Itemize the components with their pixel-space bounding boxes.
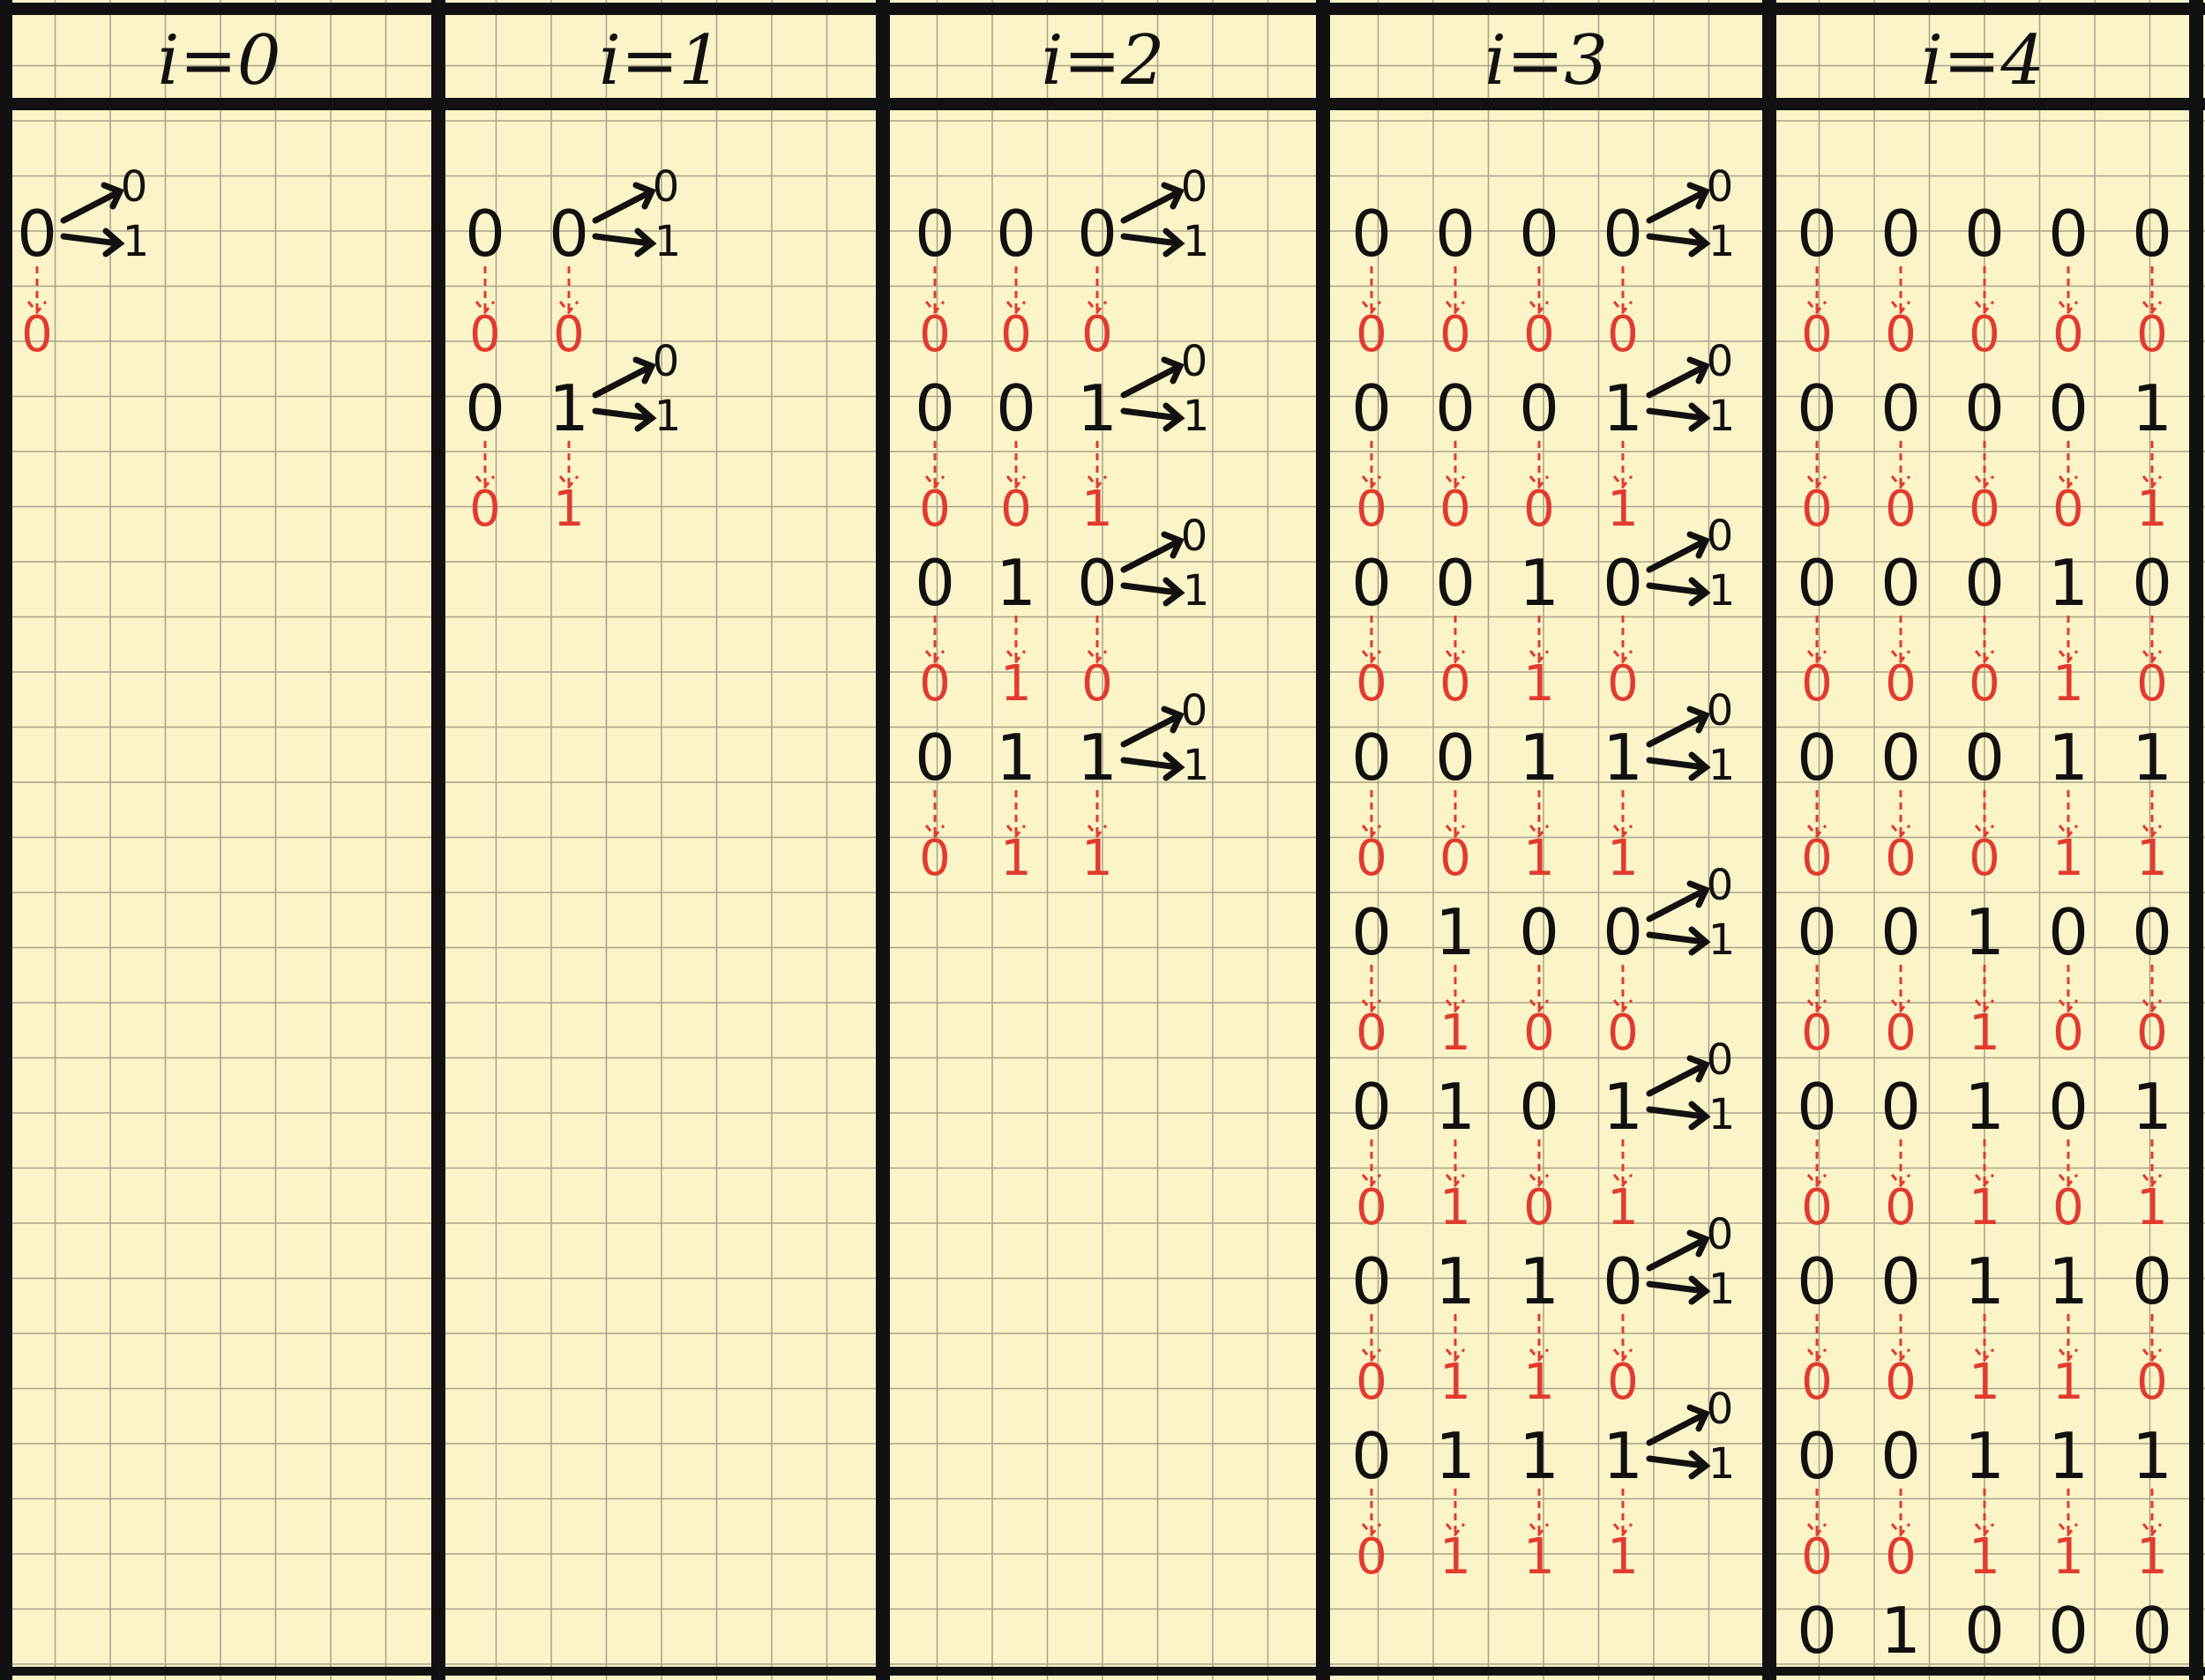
bit-digit: 0	[1797, 895, 1837, 969]
bit-digit: 0	[1797, 1070, 1837, 1144]
red-digit: 0	[1801, 481, 1833, 538]
red-digit: 0	[1356, 1004, 1387, 1062]
red-digit: 1	[1607, 830, 1639, 887]
branch-arrows	[1649, 1035, 1735, 1139]
red-digit: 0	[469, 306, 501, 363]
bit-digit: 1	[1603, 721, 1643, 795]
bit-digit: 0	[1797, 371, 1837, 445]
bit-digit: 0	[465, 197, 505, 271]
red-digit: 0	[1356, 1528, 1387, 1586]
bit-digit: 0	[1880, 546, 1921, 620]
outcome-one: 1	[1708, 1090, 1736, 1139]
red-digit: 1	[2052, 1354, 2084, 1411]
red-digit: 0	[1607, 306, 1639, 363]
red-digit: 0	[919, 306, 951, 363]
outcome-one: 1	[122, 217, 150, 266]
bit-digit: 1	[996, 546, 1036, 620]
red-digit: 0	[1356, 481, 1387, 538]
bit-digit: 0	[2048, 1070, 2089, 1144]
bit-digit: 0	[1964, 197, 2005, 271]
red-digit: 1	[1523, 1354, 1555, 1411]
outcome-zero: 0	[1706, 337, 1734, 386]
bit-digit: 1	[1964, 895, 2005, 969]
outcome-one: 1	[1708, 1439, 1736, 1489]
red-digit: 1	[1607, 481, 1639, 538]
branch-arrows	[1649, 337, 1735, 441]
red-digit: 0	[2052, 481, 2084, 538]
red-digit: 0	[1607, 1354, 1639, 1411]
red-digit: 1	[1523, 655, 1555, 713]
bit-digit: 0	[1603, 895, 1643, 969]
bit-digit: 1	[2048, 1419, 2089, 1493]
bit-digit: 0	[1880, 371, 1921, 445]
red-digit: 1	[1000, 655, 1032, 713]
red-digit: 0	[2052, 1179, 2084, 1236]
red-digit: 0	[21, 306, 53, 363]
red-digit: 0	[1523, 1179, 1555, 1236]
bit-digit: 0	[1797, 1594, 1837, 1668]
sequence-row	[1797, 1244, 2172, 1411]
sequence-row	[465, 162, 681, 363]
red-digit: 0	[1000, 306, 1032, 363]
outcome-one: 1	[1182, 566, 1210, 616]
red-digit: 0	[1885, 1354, 1917, 1411]
bit-digit: 1	[1603, 1070, 1643, 1144]
bit-digit: 1	[1519, 721, 1559, 795]
red-digit: 0	[919, 655, 951, 713]
bit-digit: 0	[1797, 546, 1837, 620]
red-digit: 0	[1801, 655, 1833, 713]
red-digit: 0	[1356, 830, 1387, 887]
red-digit: 1	[1607, 1179, 1639, 1236]
red-digit: 0	[1969, 655, 2000, 713]
column-2	[915, 21, 1209, 887]
red-digit: 0	[2052, 1004, 2084, 1062]
red-digit: 0	[1523, 1004, 1555, 1062]
bit-digit: 0	[2048, 371, 2089, 445]
red-digit: 1	[1439, 1179, 1471, 1236]
outcome-zero: 0	[652, 162, 680, 212]
red-digit: 1	[1081, 481, 1113, 538]
column-0	[17, 21, 280, 363]
outcome-zero: 0	[652, 337, 680, 386]
branch-arrows	[1124, 511, 1209, 616]
bit-digit: 1	[2132, 1419, 2172, 1493]
outcome-zero: 0	[1706, 861, 1734, 910]
bit-digit: 0	[1351, 546, 1392, 620]
red-digit: 1	[553, 481, 585, 538]
outcome-one: 1	[1182, 217, 1210, 266]
bit-digit: 0	[1435, 546, 1476, 620]
bit-digit: 0	[1519, 371, 1559, 445]
bit-digit: 0	[1519, 895, 1559, 969]
sequence-row	[915, 337, 1209, 538]
outcome-zero: 0	[1706, 686, 1734, 735]
column-header: i=2	[1041, 21, 1165, 101]
outcome-one: 1	[1182, 741, 1210, 790]
bit-digit: 1	[1519, 1419, 1559, 1493]
red-digit: 0	[2136, 655, 2168, 713]
red-digit: 1	[2136, 481, 2168, 538]
outcome-zero: 0	[1180, 686, 1208, 735]
bit-digit: 0	[1964, 546, 2005, 620]
red-digit: 0	[2136, 1004, 2168, 1062]
bit-digit: 0	[465, 371, 505, 445]
branch-arrows	[1649, 1210, 1735, 1314]
bit-digit: 0	[1351, 895, 1392, 969]
column-header: i=4	[1921, 21, 2044, 101]
branch-arrows	[595, 162, 681, 266]
bit-digit: 0	[2132, 1244, 2172, 1318]
red-digit: 1	[1969, 1179, 2000, 1236]
bit-digit: 1	[2132, 1070, 2172, 1144]
red-digit: 0	[1885, 481, 1917, 538]
bit-digit: 0	[1603, 546, 1643, 620]
red-digit: 0	[1356, 306, 1387, 363]
red-digit: 0	[1356, 1179, 1387, 1236]
column-4	[1797, 21, 2172, 1668]
red-digit: 1	[1000, 830, 1032, 887]
branch-arrows	[1649, 686, 1735, 790]
red-digit: 0	[1439, 481, 1471, 538]
outcome-zero: 0	[1706, 511, 1734, 561]
bit-digit: 0	[1797, 1419, 1837, 1493]
red-digit: 1	[1523, 1528, 1555, 1586]
red-digit: 0	[1801, 1354, 1833, 1411]
red-digit: 0	[1801, 1179, 1833, 1236]
bit-digit: 0	[2132, 895, 2172, 969]
red-digit: 1	[1439, 1004, 1471, 1062]
bit-digit: 0	[996, 197, 1036, 271]
bit-digit: 0	[1880, 1419, 1921, 1493]
red-digit: 0	[1523, 306, 1555, 363]
bit-digit: 0	[1964, 721, 2005, 795]
outcome-one: 1	[1708, 741, 1736, 790]
bit-digit: 1	[1964, 1419, 2005, 1493]
sequence-row	[1797, 895, 2172, 1062]
outcome-zero: 0	[1706, 1210, 1734, 1259]
bit-digit: 0	[1351, 1419, 1392, 1493]
bit-digit: 0	[1351, 1244, 1392, 1318]
red-digit: 0	[1607, 1004, 1639, 1062]
bit-digit: 0	[1351, 721, 1392, 795]
bit-digit: 1	[2048, 1244, 2089, 1318]
sequence-row	[915, 686, 1209, 887]
sequence-row	[465, 337, 681, 538]
branch-arrows	[1649, 511, 1735, 616]
column-header: i=1	[599, 21, 722, 101]
outcome-one: 1	[1182, 392, 1210, 441]
bit-digit: 0	[1880, 197, 1921, 271]
bit-digit: 0	[2132, 1594, 2172, 1668]
branch-arrows	[1649, 861, 1735, 965]
bit-digit: 1	[2132, 371, 2172, 445]
sequence-row	[915, 511, 1209, 713]
bit-digit: 0	[1435, 721, 1476, 795]
bit-digit: 0	[1351, 1070, 1392, 1144]
red-digit: 0	[1801, 1004, 1833, 1062]
sequence-row	[17, 162, 149, 363]
bit-digit: 1	[1435, 1419, 1476, 1493]
red-digit: 0	[1439, 306, 1471, 363]
bit-digit: 0	[2048, 1594, 2089, 1668]
red-digit: 0	[1801, 830, 1833, 887]
red-digit: 0	[1969, 481, 2000, 538]
bit-digit: 0	[1077, 546, 1117, 620]
red-digit: 0	[1885, 655, 1917, 713]
outcome-zero: 0	[120, 162, 148, 212]
outcome-one: 1	[1708, 1265, 1736, 1314]
red-digit: 0	[1969, 830, 2000, 887]
red-digit: 0	[1969, 306, 2000, 363]
branch-arrows	[1124, 686, 1209, 790]
bit-digit: 0	[1351, 197, 1392, 271]
bit-digit: 1	[1603, 371, 1643, 445]
red-digit: 0	[1356, 655, 1387, 713]
bit-digit: 0	[1797, 721, 1837, 795]
bit-digit: 1	[549, 371, 589, 445]
red-digit: 0	[1607, 655, 1639, 713]
bit-digit: 0	[2132, 546, 2172, 620]
red-digit: 1	[1439, 1354, 1471, 1411]
outcome-zero: 0	[1180, 337, 1208, 386]
red-digit: 1	[2136, 1528, 2168, 1586]
outcome-one: 1	[1708, 915, 1736, 965]
sequence-row	[1797, 1070, 2172, 1236]
outcome-zero: 0	[1706, 1035, 1734, 1085]
bit-digit: 0	[1519, 1070, 1559, 1144]
bit-digit: 0	[1077, 197, 1117, 271]
branch-arrows	[1649, 1385, 1735, 1489]
red-digit: 0	[1439, 830, 1471, 887]
red-digit: 0	[469, 481, 501, 538]
red-digit: 0	[2136, 1354, 2168, 1411]
red-digit: 1	[1607, 1528, 1639, 1586]
red-digit: 1	[2052, 1528, 2084, 1586]
outcome-one: 1	[654, 217, 682, 266]
sequence-row	[915, 162, 1209, 363]
red-digit: 1	[2136, 1179, 2168, 1236]
bit-digit: 1	[1435, 895, 1476, 969]
red-digit: 0	[2052, 306, 2084, 363]
bit-digit: 1	[1519, 1244, 1559, 1318]
bit-digit: 0	[915, 721, 955, 795]
bit-digit: 0	[2048, 197, 2089, 271]
bit-digit: 1	[2048, 546, 2089, 620]
bit-digit: 0	[915, 197, 955, 271]
bit-digit: 0	[1964, 371, 2005, 445]
red-digit: 0	[1523, 481, 1555, 538]
bit-digit: 0	[1964, 1594, 2005, 1668]
branch-arrows	[595, 337, 681, 441]
bit-digit: 1	[1519, 546, 1559, 620]
red-digit: 0	[919, 830, 951, 887]
branch-arrows	[1124, 337, 1209, 441]
bit-digit: 0	[1880, 1070, 1921, 1144]
bit-digit: 1	[1435, 1070, 1476, 1144]
red-digit: 1	[1969, 1004, 2000, 1062]
outcome-one: 1	[654, 392, 682, 441]
column-content	[17, 21, 2172, 1668]
bit-digit: 0	[1603, 1244, 1643, 1318]
red-digit: 1	[1081, 830, 1113, 887]
red-digit: 1	[1969, 1354, 2000, 1411]
branch-arrows	[1124, 162, 1209, 266]
red-digit: 1	[1523, 830, 1555, 887]
red-digit: 0	[553, 306, 585, 363]
branch-arrows	[1649, 162, 1735, 266]
red-digit: 0	[2136, 306, 2168, 363]
bit-digit: 0	[549, 197, 589, 271]
red-digit: 0	[1356, 1354, 1387, 1411]
bit-digit: 0	[1880, 721, 1921, 795]
bit-digit: 1	[1964, 1244, 2005, 1318]
red-digit: 0	[1885, 1528, 1917, 1586]
bit-digit: 1	[1603, 1419, 1643, 1493]
outcome-one: 1	[1708, 392, 1736, 441]
bit-digit: 0	[915, 371, 955, 445]
column-header: i=3	[1484, 21, 1608, 101]
bit-digit: 0	[1797, 1244, 1837, 1318]
red-digit: 1	[2136, 830, 2168, 887]
bit-digit: 0	[1797, 197, 1837, 271]
outcome-zero: 0	[1706, 162, 1734, 212]
branch-arrows	[64, 162, 149, 266]
sequence-row	[1797, 546, 2172, 713]
red-digit: 0	[1000, 481, 1032, 538]
red-digit: 1	[1969, 1528, 2000, 1586]
bit-digit: 0	[2132, 197, 2172, 271]
red-digit: 1	[2052, 830, 2084, 887]
red-digit: 0	[1081, 655, 1113, 713]
red-digit: 0	[1081, 306, 1113, 363]
red-digit: 0	[1885, 306, 1917, 363]
red-digit: 0	[1439, 655, 1471, 713]
sequence-row	[1797, 197, 2172, 363]
outcome-zero: 0	[1180, 162, 1208, 212]
bit-digit: 1	[2048, 721, 2089, 795]
bit-digit: 0	[1435, 197, 1476, 271]
bit-digit: 0	[1880, 1244, 1921, 1318]
red-digit: 0	[1801, 306, 1833, 363]
bit-digit: 1	[996, 721, 1036, 795]
bit-digit: 1	[2132, 721, 2172, 795]
bit-digit: 1	[1880, 1594, 1921, 1668]
red-digit: 0	[919, 481, 951, 538]
outcome-zero: 0	[1706, 1385, 1734, 1434]
red-digit: 0	[1885, 830, 1917, 887]
bit-digit: 0	[1435, 371, 1476, 445]
outcome-one: 1	[1708, 217, 1736, 266]
bit-digit: 0	[1351, 371, 1392, 445]
red-digit: 0	[1801, 1528, 1833, 1586]
bit-digit: 0	[996, 371, 1036, 445]
outcome-one: 1	[1708, 566, 1736, 616]
bit-digit: 1	[1077, 721, 1117, 795]
bit-digit: 1	[1435, 1244, 1476, 1318]
column-header: i=0	[157, 21, 281, 101]
bit-digit: 0	[1519, 197, 1559, 271]
bit-digit: 1	[1077, 371, 1117, 445]
bit-digit: 0	[1603, 197, 1643, 271]
red-digit: 1	[2052, 655, 2084, 713]
outcome-zero: 0	[1180, 511, 1208, 561]
bit-digit: 0	[17, 197, 57, 271]
red-digit: 0	[1885, 1179, 1917, 1236]
bit-digit: 0	[1880, 895, 1921, 969]
bit-digit: 0	[915, 546, 955, 620]
sequence-row	[1797, 1594, 2172, 1668]
bit-digit: 0	[2048, 895, 2089, 969]
red-digit: 1	[1439, 1528, 1471, 1586]
red-digit: 0	[1885, 1004, 1917, 1062]
sequence-row	[1797, 721, 2172, 887]
bit-digit: 1	[1964, 1070, 2005, 1144]
